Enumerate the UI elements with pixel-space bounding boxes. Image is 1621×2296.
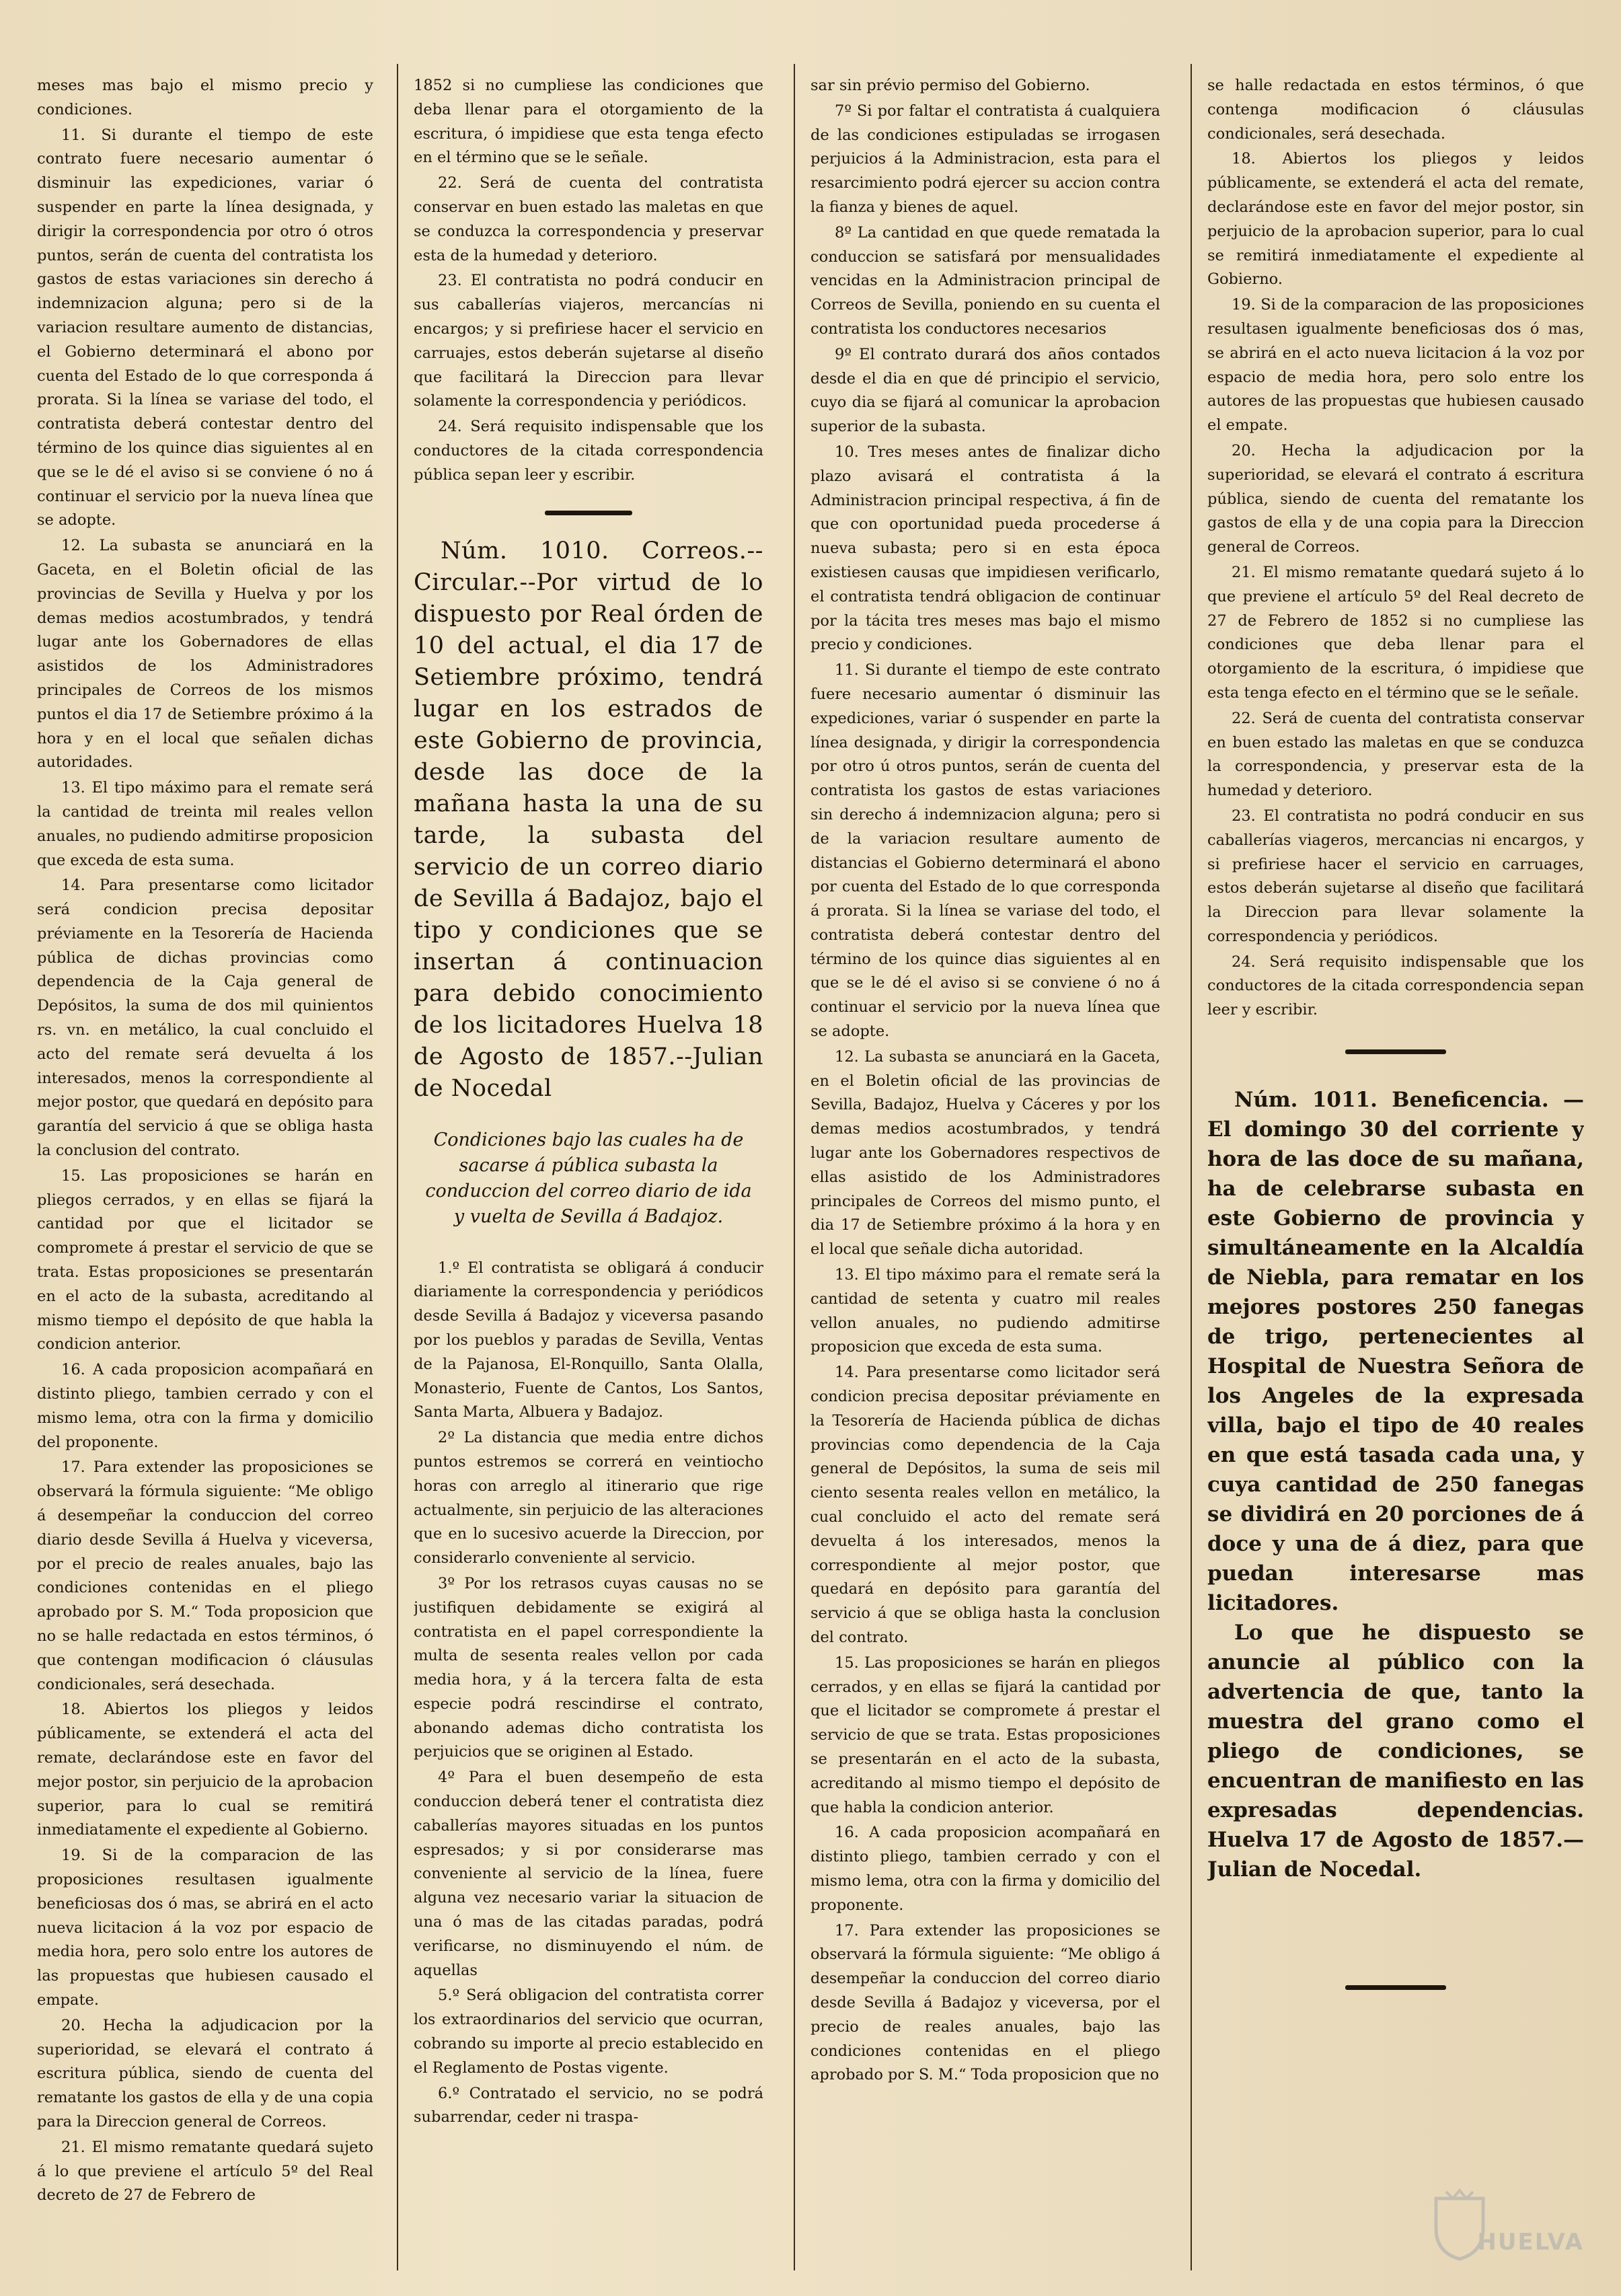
watermark-label: HUELVA: [1477, 2229, 1584, 2256]
paragraph: 19. Si de la comparacion de las proposiciones resultasen igualmente beneficiosas dos ó mas, se abrirá en el acto nueva licitacion á la voz por espacio de media hora, pero solo entre los autores de las propuestas que hubiesen causado el empate.: [37, 1847, 373, 2009]
notice-1011-closing: Lo que he dispuesto se anuncie al público con la advertencia de que, tanto la muestra del grano como el pliego de condiciones, se encuentran de manifiesto en las expresadas dependencias. Huelva 17 de Agosto de 1857.— Julian de Nocedal.: [1207, 1621, 1584, 1882]
paragraph: 17. Para extender las proposiciones se observará la fórmula siguiente: “Me obligo á desempeñar la conduccion del correo diario desde Sevilla á Badajoz y viceversa, por el precio de reales anuales, bajo las condiciones contenidas en el pliego aprobado por S. M.“ Toda proposicion que no: [811, 1921, 1160, 2084]
column-4: [1207, 74, 1584, 2267]
paragraph: sar sin prévio permiso del Gobierno.: [811, 77, 1090, 94]
paragraph: 12. La subasta se anunciará en la Gaceta, en el Boletin oficial de las provincias de Sevilla, Badajoz, Huelva y Cáceres y por los demas medios acostumbrados, y tendrá lugar ante los Gobernadores respectivos de ellas asistido de los Administradores principales de Correos del mismo punto, el dia 17 de Setiembre próximo á la hora y en el local que señale dicha autoridad.: [811, 1047, 1160, 1259]
paragraph: 20. Hecha la adjudicacion por la superioridad, se elevará el contrato á escritura pública, siendo de cuenta del rematante los gastos de ella y de una copia para la Direccion general de Correos.: [1207, 441, 1584, 556]
paragraph: 13. El tipo máximo para el remate será la cantidad de treinta mil reales vellon anuales, no pudiendo admitirse proposicion que exceda de esta suma.: [37, 779, 373, 869]
paragraph: 24. Será requisito indispensable que los conductores de la citada correspondencia sepan leer y escribir.: [1207, 953, 1584, 1019]
paragraph: 13. El tipo máximo para el remate será la cantidad de setenta y cuatro mil reales vellon anuales, no pudiendo admitirse proposicion que exceda de esta suma.: [811, 1266, 1160, 1356]
paragraph: 16. A cada proposicion acompañará en distinto pliego, tambien cerrado y con el mismo lema, otra con la firma y domicilio del proponente.: [37, 1361, 373, 1451]
paragraph: 23. El contratista no podrá conducir en sus caballerías viajeros, mercancías ni encargos; y si prefiriese hacer el servicio en carruajes, estos deberán sujetarse al diseño que facilitará la Direccion para llevar solamente la correspondencia y periódicos.: [414, 272, 763, 410]
paragraph: 1.º El contratista se obligará á conducir diariamente la correspondencia y periódicos desde Sevilla á Badajoz y viceversa pasando por los pueblos y paradas de Sevilla, Ventas de la Pajanosa, El-Ronquillo, Santa Olalla, Monasterio, Fuente de Cantos, Los Santos, Santa Marta, Albuera y Badajoz.: [414, 1259, 763, 1421]
paragraph: 24. Será requisito indispensable que los conductores de la citada correspondencia pública sepan leer y escribir.: [414, 418, 763, 484]
paragraph: 18. Abiertos los pliegos y leidos públicamente, se extenderá el acta del remate, declarándose este en favor del mejor postor, sin perjuicio de la aprobacion superior, para lo cual se remitirá inmediatamente el expediente al Gobierno.: [37, 1701, 373, 1839]
paragraph: se halle redactada en estos términos, ó que contenga modificacion ó cláusulas condicionales, será desechada.: [1207, 77, 1584, 143]
paragraph: 2º La distancia que media entre dichos puntos estremos se correrá en veintiocho horas con arreglo al itinerario que rige actualmente, sin perjuicio de las alteraciones que en lo sucesivo acuerde la Direccion, por considerarlo conveniente al servicio.: [414, 1429, 763, 1567]
paragraph: meses mas bajo el mismo precio y condiciones.: [37, 77, 373, 118]
paragraph: 9º El contrato durará dos años contados desde el dia en que dé principio el servicio, cuyo dia se fijará al comunicar la aprobacion superior de la subasta.: [811, 345, 1160, 436]
paragraph: 14. Para presentarse como licitador será condicion precisa depositar préviamente en la Tesorería de Hacienda pública de dichas provincias como dependencia de la Caja general de Depósitos, la suma de seis mil ciento sesenta reales vellon en metálico, la cual concluido el acto del remate será devuelta á los interesados, menos la correspondiente al mejor postor, que quedará en depósito para garantía del servicio á que se obliga hasta la conclusion del contrato.: [811, 1364, 1160, 1646]
paragraph: 8º La cantidad en que quede rematada la conduccion se satisfará por mensualidades vencidas en la Administracion principal de Correos de Sevilla, poniendo en su cuenta el contratista los conductores necesarios: [811, 223, 1160, 338]
paragraph: 14. Para presentarse como licitador será condicion precisa depositar préviamente en la Tesorería de Hacienda pública de dichas provincias como dependencia de la Caja general de Depósitos, la suma de dos mil quinientos rs. vn. en metálico, la cual concluido el acto del remate será devuelta á los interesados, menos la correspondiente al mejor postor, que quedará en depósito para garantía del servicio á que se obliga hasta la conclusion del contrato.: [37, 877, 373, 1160]
section-separator: [545, 511, 632, 515]
paragraph: 15. Las proposiciones se harán en pliegos cerrados, y en ellas se fijará la cantidad por que el licitador se compromete á prestar el servicio de que se trata. Estas proposiciones se presentarán en el acto de la subasta, acreditando al mismo tiempo el depósito de que habla la condicion anterior.: [37, 1166, 373, 1354]
paragraph: 22. Será de cuenta del contratista conservar en buen estado las maletas en que se conduzca la correspondencia y preservar esta de la humedad y deterioro.: [414, 174, 763, 264]
paragraph: 4º Para el buen desempeño de esta conduccion deberá tener el contratista diez caballerías mayores situadas en los puntos espresados; y si por considerarse mas conveniente al servicio de la línea, fuere alguna vez necesario variar la situacion de una ó mas de las citadas paradas, podrá verificarse, no disminuyendo el núm. de aquellas: [414, 1769, 763, 1979]
notice-1010-title: Núm. 1010. Correos.--Circular.--Por virtud de lo dispuesto por Real órden de 10 del actual, el dia 17 de Setiembre próximo, tendrá lugar en los estrados de este Gobierno de provincia, desde las doce de la mañana hasta la una de su tarde, la subasta del servicio de un correo diario de Sevilla á Badajoz, bajo el tipo y condiciones que se insertan á continuacion para debido conocimiento de los licitadores Huelva 18 de Agosto de 1857.--Julian de Nocedal: [414, 537, 763, 1102]
paragraph: 18. Abiertos los pliegos y leidos públicamente, se extenderá el acta del remate, declarándose este en favor del mejor postor, sin perjuicio de la aprobacion superior, para lo cual se remitirá inmediatamente el expediente al Gobierno.: [1207, 150, 1584, 289]
paragraph: 12. La subasta se anunciará en la Gaceta, en el Boletin oficial de las provincias de Sevilla y Huelva y por los demas medios acostumbrados, y tendrá lugar ante los Gobernadores de ellas asistidos de los Administradores principales de Correos de los mismos puntos el dia 17 de Setiembre próximo á la hora y en el local que señalen dichas autoridades.: [37, 537, 373, 772]
paragraph: 20. Hecha la adjudicacion por la superioridad, se elevará el contrato á escritura pública, siendo de cuenta del rematante los gastos de ella y de una copia para la Direccion general de Correos.: [37, 2016, 373, 2131]
column-rule: [794, 64, 795, 2270]
paragraph: 21. El mismo rematante quedará sujeto á lo que previene el artículo 5º del Real decreto de 27 de Febrero de 1852 si no cumpliese las condiciones que deba llenar para el otorgamiento de la escritura, ó impidiese que esta tenga efecto en el término que se le señale.: [1207, 563, 1584, 702]
paragraph: 21. El mismo rematante quedará sujeto á lo que previene el artículo 5º del Real decreto de 27 de Febrero de: [37, 2138, 373, 2205]
section-separator: [1345, 1049, 1446, 1054]
paragraph: 17. Para extender las proposiciones se observará la fórmula siguiente: “Me obligo á desempeñar la conduccion del correo diario desde Sevilla á Huelva y viceversa, por el precio de reales anuales, bajo las condiciones contenidas en el pliego aprobado por S. M.“ Toda proposicion que no se halle redactada en estos términos, ó que contengan modificacion ó cláusulas condicionales, será desechada.: [37, 1458, 373, 1693]
paragraph: 6.º Contratado el servicio, no se podrá subarrendar, ceder ni traspa-: [414, 2084, 763, 2126]
paragraph: 11. Si durante el tiempo de este contrato fuere necesario aumentar ó disminuir las expediciones, variar ó suspender en parte la línea designada, y dirigir la correspondencia por otro ú otros puntos, serán de cuenta del contratista los gastos de estas variaciones sin derecho á indemnizacion alguna; pero si de la variacion resultare aumento de distancias el Gobierno determinará el abono por cuenta del Estado de lo que corresponda á prorata. Si la línea se variase del todo, el contratista deberá contestar dentro del término de los quince dias siguientes al en que se le dé el aviso si se conviene ó no á continuar el servicio por la nueva línea que se adopte.: [811, 661, 1160, 1041]
paragraph: 22. Será de cuenta del contratista conservar en buen estado las maletas en que se conduzca la correspondencia, y preservar esta de la humedad y deterioro.: [1207, 709, 1584, 800]
paragraph: 3º Por los retrasos cuyas causas no se justifiquen debidamente se exigirá al contratista en el papel correspondiente la multa de sesenta reales vellon por cada media hora, y á la tercera falta de esta especie podrá rescindirse el contrato, abonando ademas dicho contratista los perjuicios que se originen al Estado.: [414, 1574, 763, 1761]
notice-1011-body: Núm. 1011. Beneficencia. —El domingo 30 del corriente y hora de las doce de su mañana, ha de celebrarse subasta en este Gobierno de provincia y simultáneamente en la Alcaldía de Niebla, para rematar en los mejores postores 250 fanegas de trigo, pertenecientes al Hospital de Nuestra Señora de los Angeles de la expresada villa, bajo el tipo de 40 reales en que está tasada cada una, y cuya cantidad de 250 fanegas se dividirá en 20 porciones de á doce y una de á diez, para que puedan interesarse mas licitadores.: [1207, 1088, 1584, 1616]
paragraph: 1852 si no cumpliese las condiciones que deba llenar para el otorgamiento de la escritura, ó impidiese que esta tenga efecto en el término que se le señale.: [414, 77, 763, 167]
paragraph: 16. A cada proposicion acompañará en distinto pliego, tambien cerrado y con el mismo lema, otra con la firma y domicilio del proponente.: [811, 1824, 1160, 1914]
column-rule: [397, 64, 398, 2270]
column-2: [414, 74, 763, 2267]
archive-watermark: [1429, 2188, 1584, 2269]
paragraph: 19. Si de la comparacion de las proposiciones resultasen igualmente beneficiosas dos ó mas, se abrirá en el acto nueva licitacion á la voz por espacio de media hora, pero solo entre los autores de las propuestas que hubiesen causado el empate.: [1207, 296, 1584, 435]
paragraph: 23. El contratista no podrá conducir en sus caballerías viageros, mercancias ni encargos, y si prefiriese hacer el servicio en carruages, estos deberán sujetarse al diseño que facilitará la Direccion para llevar solamente la correspondencia y periódicos.: [1207, 807, 1584, 945]
paragraph: 5.º Será obligacion del contratista correr los extraordinarios del servicio que ocurran, cobrando su importe al precio establecido en el Reglamento de Postas vigente.: [414, 1987, 763, 2077]
conditions-heading: Condiciones bajo las cuales ha de sacarse á pública subasta la conduccion del correo diario de ida y vuelta de Sevilla á Badajoz.: [425, 1129, 752, 1227]
paragraph: 15. Las proposiciones se harán en pliegos cerrados, y en ellas se fijará la cantidad por que el licitador se compromete á prestar el servicio de que se trata. Estas proposiciones se presentarán en el acto de la subasta, acreditando al mismo tiempo el depósito de que habla la condicion anterior.: [811, 1654, 1160, 1816]
paragraph: 10. Tres meses antes de finalizar dicho plazo avisará el contratista á la Administracion principal respectiva, á fin de que con oportunidad pueda procederse á nueva subasta; pero si en esta época existiesen causas que impidiesen verificarlo, el contratista tendrá obligacion de continuar por la tácita tres meses mas bajo el mismo precio y condiciones.: [811, 443, 1160, 654]
paragraph: 11. Si durante el tiempo de este contrato fuere necesario aumentar ó disminuir las expediciones, variar ó suspender en parte la línea designada, y dirigir la correspondencia por otro ó otros puntos, serán de cuenta del contratista los gastos de estas variaciones sin derecho á indemnizacion alguna; pero si de la variacion resultare aumento de distancias, el Gobierno determinará el abono por cuenta del Estado de lo que corresponda á prorata. Si la línea se variase del todo, el contratista deberá contestar dentro del término de los quince dias siguientes al en que se le dé el aviso si se conviene ó no á continuar el servicio por la nueva línea que se adopte.: [37, 126, 373, 529]
section-separator: [1345, 1985, 1446, 1990]
paragraph: 7º Si por faltar el contratista á cualquiera de las condiciones estipuladas se irrogasen perjuicios á la Administracion, esta para el resarcimiento podrá ejercer su accion contra la fianza y bienes de aquel.: [811, 102, 1160, 216]
column-1: [37, 74, 373, 2267]
column-3: [811, 74, 1160, 2267]
column-rule: [1191, 64, 1192, 2270]
